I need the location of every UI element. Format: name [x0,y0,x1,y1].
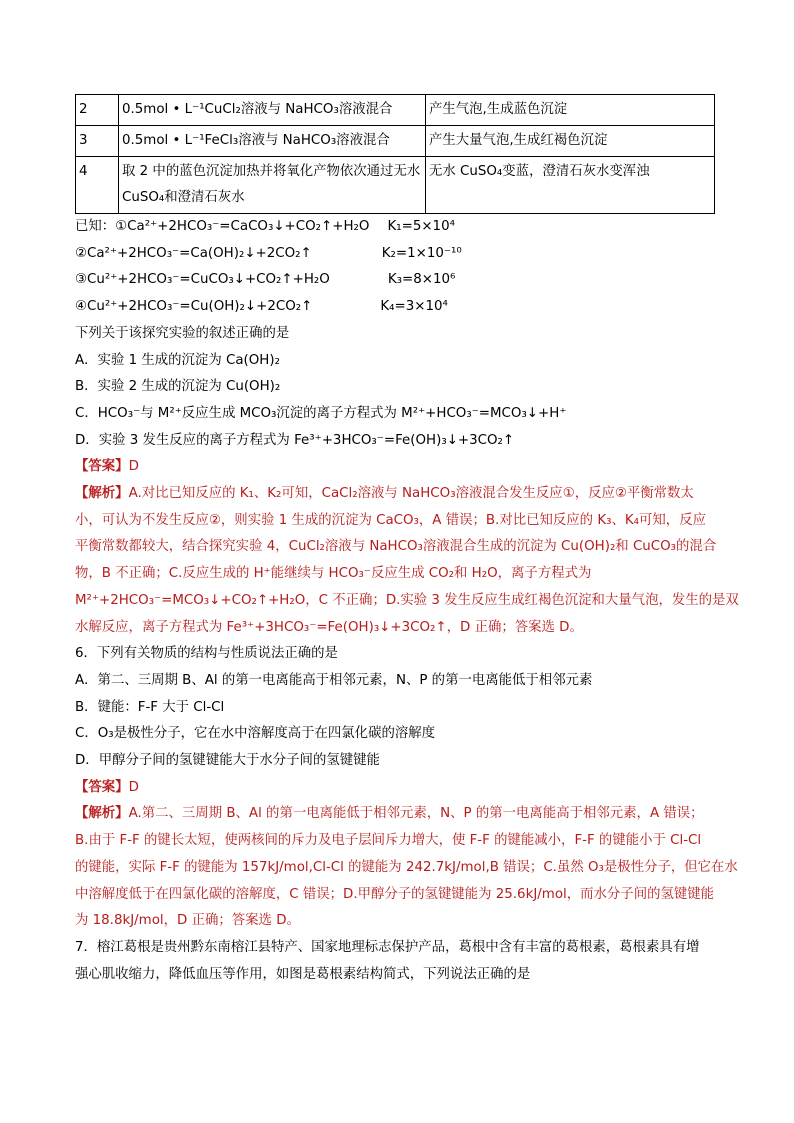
table-cell-phenomenon: 产生大量气泡,生成红褐色沉淀 [426,126,715,157]
analysis-line: 中溶解度低于在四氯化碳的溶解度，C 错误；D.甲醇分子的氢键键能为 25.6kJ/mol，而水分子间的氢键键能 [75,886,715,902]
answer-tag: 【答案】 [75,459,129,475]
answer-tag: 【答案】 [75,779,129,795]
equation-text: 已知：①Ca²⁺+2HCO₃⁻=CaCO₃↓+CO₂↑+H₂O [75,219,370,234]
equation-text: ②Ca²⁺+2HCO₃⁻=Ca(OH)₂↓+2CO₂↑ [75,245,312,261]
equation-line [75,294,715,321]
equation-text: ④Cu²⁺+2HCO₃⁻=Cu(OH)₂↓+2CO₂↑ [75,299,313,315]
table-row [76,95,715,126]
equilibrium-constant: K₃=8×10⁶ [387,272,456,288]
question-stem: 强心肌收缩力，降低血压等作用，如图是葛根素结构简式，下列说法正确的是 [75,966,531,982]
table-cell-phenomenon: 产生气泡,生成蓝色沉淀 [426,95,715,126]
equation-line [75,267,715,294]
analysis-line: 小，可认为不发生反应②，则实验 1 生成的沉淀为 CaCO₃，A 错误；B.对比已知反应的 K₃、K₄可知，反应 [75,512,706,528]
option-d: D．甲醇分子间的氢键键能大于水分子间的氢键键能 [75,753,380,769]
document-page [75,94,739,988]
analysis-block [75,481,739,641]
question-stem: 下列关于该探究实验的叙述正确的是 [75,325,290,341]
question-6 [75,641,738,935]
analysis-block [75,801,738,935]
equation-line [75,214,715,241]
analysis-text: A.第二、三周期 B、Al 的第一电离能低于相邻元素，N、P 的第一电离能高于相邻元素，A 错误； [128,806,704,822]
option-a: A．第二、三周期 B、Al 的第一电离能高于相邻元素，N、P 的第一电离能低于相邻元素 [75,672,593,688]
analysis-line: 平衡常数都较大，结合探究实验 4，CuCl₂溶液与 NaHCO₃溶液混合生成的沉淀为 Cu(OH)₂和 CuCO₃的混合 [75,539,717,555]
answer-line [75,454,715,481]
analysis-line: 的键能，实际 F-F 的键能为 157kJ/mol,Cl-Cl 的键能为 242.7kJ/mol,B 错误；C.虽然 O₃是极性分子，但它在水 [75,859,738,875]
analysis-tag: 【解析】 [75,806,129,822]
question-stem: 7．榕江葛根是贵州黔东南榕江县特产、国家地理标志保护产品，葛根中含有丰富的葛根素，葛根素具有增 [75,939,700,955]
experiment-table [75,94,715,214]
analysis-line: 水解反应，离子方程式为 Fe³⁺+3HCO₃⁻=Fe(OH)₃↓+3CO₂↑，D 正确；答案选 D。 [75,619,583,635]
analysis-line: M²⁺+2HCO₃⁻=MCO₃↓+CO₂↑+H₂O，C 不正确；D.实验 3 发生反应生成红褐色沉淀和大量气泡，发生的是双 [75,592,739,608]
analysis-line: 物，B 不正确；C.反应生成的 H⁺能继续与 HCO₃⁻反应生成 CO₂和 H₂O，离子方程式为 [75,566,592,582]
analysis-line [75,481,715,508]
table-row [76,157,715,214]
equilibrium-constant: K₂=1×10⁻¹⁰ [381,245,462,261]
answer-value: D [128,779,139,795]
known-equations [75,214,715,321]
table-cell-reagents: 0.5mol • L⁻¹CuCl₂溶液与 NaHCO₃溶液混合 [119,95,426,126]
question-5 [75,321,739,641]
table-cell-number: 3 [76,126,119,157]
answer-line [75,775,715,802]
table-cell-reagents: 取 2 中的蓝色沉淀加热并将氧化产物依次通过无水 CuSO₄和澄清石灰水 [119,157,426,214]
equation-line [75,241,715,268]
table-cell-number: 4 [76,157,119,214]
analysis-line [75,801,715,828]
table-cell-number: 2 [76,95,119,126]
table-row [76,126,715,157]
option-a: A．实验 1 生成的沉淀为 Ca(OH)₂ [75,352,280,368]
equation-text: ③Cu²⁺+2HCO₃⁻=CuCO₃↓+CO₂↑+H₂O [75,272,330,288]
option-c: C．O₃是极性分子，它在水中溶解度高于在四氯化碳的溶解度 [75,726,436,742]
analysis-line: B.由于 F-F 的键长太短，使两核间的斥力及电子层间斥力增大，使 F-F 的键能减小，F-F 的键能小于 Cl-Cl [75,833,702,849]
question-stem: 6．下列有关物质的结构与性质说法正确的是 [75,646,338,662]
equilibrium-constant: K₄=3×10⁴ [380,299,448,315]
option-b: B．键能：F-F 大于 Cl-Cl [75,699,225,715]
answer-value: D [128,459,139,475]
table-cell-reagents: 0.5mol • L⁻¹FeCl₃溶液与 NaHCO₃溶液混合 [119,126,426,157]
analysis-line: 为 18.8kJ/mol，D 正确；答案选 D。 [75,913,300,929]
option-d: D．实验 3 发生反应的离子方程式为 Fe³⁺+3HCO₃⁻=Fe(OH)₃↓+3CO₂↑ [75,432,515,448]
table-cell-phenomenon: 无水 CuSO₄变蓝，澄清石灰水变浑浊 [426,157,715,214]
option-c: C．HCO₃⁻与 M²⁺反应生成 MCO₃沉淀的离子方程式为 M²⁺+HCO₃⁻=MCO₃↓+H⁺ [75,405,567,421]
analysis-text: A.对比已知反应的 K₁、K₂可知，CaCl₂溶液与 NaHCO₃溶液混合发生反应①，反应②平衡常数太 [128,486,694,502]
question-7 [75,935,715,988]
analysis-tag: 【解析】 [75,486,129,502]
equilibrium-constant: K₁=5×10⁴ [387,219,455,234]
option-b: B．实验 2 生成的沉淀为 Cu(OH)₂ [75,379,281,395]
